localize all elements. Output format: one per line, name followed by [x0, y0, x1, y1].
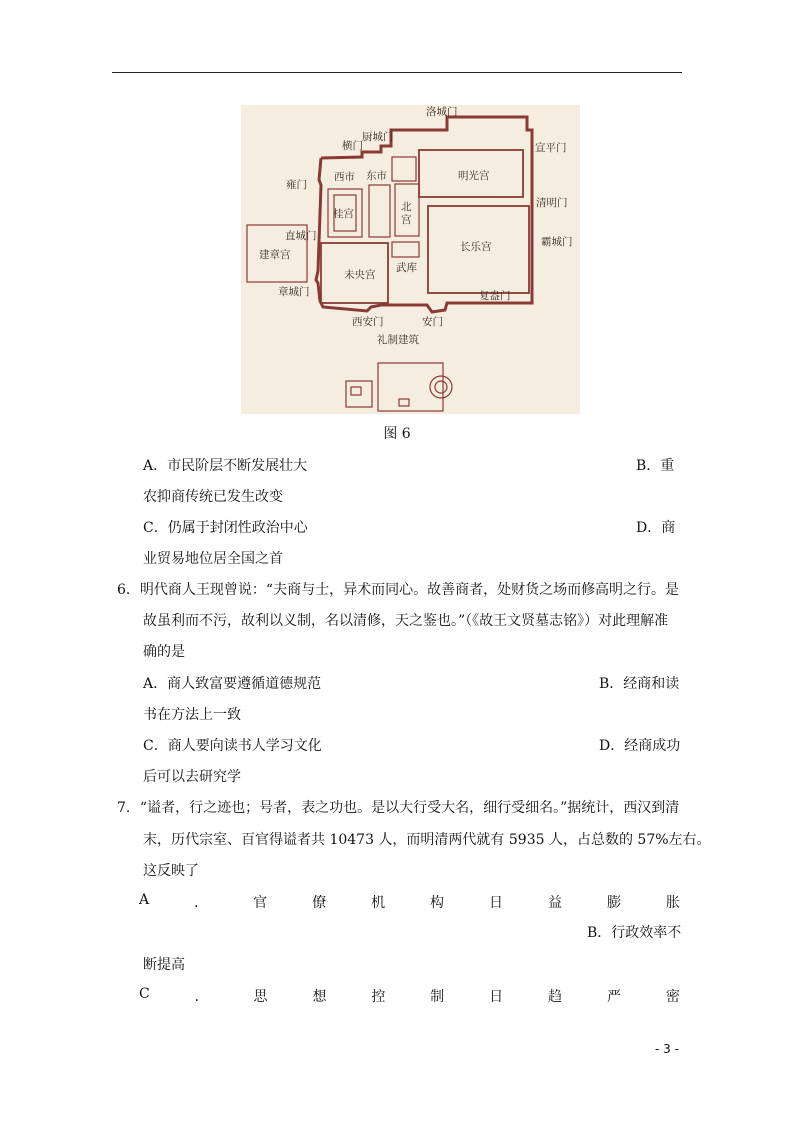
label-changle-palace: 长乐宫 [460, 241, 492, 253]
label-gui-palace: 桂宫 [333, 208, 354, 220]
q6-option-b-head: B．经商和读 [599, 676, 680, 692]
label-ritual-building: 礼制建筑 [377, 334, 419, 346]
q7-option-a [139, 892, 680, 912]
label-weiyang-palace: 未央宫 [344, 269, 376, 281]
q7-option-c-char: 想 [312, 989, 327, 1005]
q7-option-a-char: A [139, 892, 150, 908]
label-jianzhang-palace: 建章宫 [259, 249, 291, 261]
q7-option-c-char: 严 [606, 989, 621, 1005]
changan-map [241, 105, 580, 414]
label-chucheng-gate: 厨城门 [362, 131, 394, 143]
label-luocheng-gate: 洛城门 [426, 106, 458, 118]
q6-option-d-tail: 后可以去研究学 [143, 769, 241, 785]
label-bei-palace-2: 宫 [401, 214, 412, 226]
q5-option-d-head: D．商 [636, 520, 676, 536]
q7-option-c-char: 密 [665, 989, 680, 1005]
q6-option-d-head: D．经商成功 [599, 738, 681, 754]
q7-option-c-char: 趋 [548, 989, 563, 1005]
q7-option-a-char: 僚 [312, 895, 327, 911]
q7-option-a-char: 膨 [607, 895, 621, 911]
q5-option-b-head: B．重 [636, 458, 675, 474]
label-west-market: 西市 [334, 171, 355, 183]
label-bacheng-gate: 霸城门 [541, 236, 573, 248]
q7-stem-line3: 这反映了 [143, 863, 199, 879]
page-number: - 3 - [655, 1042, 679, 1056]
q5-option-d-tail: 业贸易地位居全国之首 [143, 551, 283, 567]
figure-caption: 图 6 [383, 426, 411, 442]
q6-option-a: A．商人致富要遵循道德规范 [143, 676, 322, 692]
label-zhicheng-gate: 直城门 [285, 230, 317, 242]
ritual-building [378, 363, 443, 411]
q7-option-a-char: 日 [489, 895, 504, 911]
q6-stem-line2: 故虽利而不污，故利以义制，名以清修，天之鉴也。”（《故王文贤墓志铭》）对此理解准 [143, 613, 669, 629]
header-rule [112, 72, 682, 73]
q7-option-a-char: 机 [371, 895, 386, 911]
label-yong-gate: 雍门 [286, 179, 307, 191]
label-xian-gate: 西安门 [352, 316, 384, 328]
q7-option-a-char: 益 [548, 895, 563, 911]
q7-option-c [139, 986, 680, 1006]
q7-stem-line1: 7．“谥者，行之迹也；号者，表之功也。是以大行受大名，细行受细名。”据统计，西汉到清 [117, 800, 680, 816]
label-mingguang-palace: 明光宫 [458, 170, 490, 182]
label-fuang-gate: 复盎门 [479, 290, 511, 302]
changan-map-figure [241, 105, 580, 414]
q6-stem-line1: 6．明代商人王现曾说：“夫商与士，异术而同心。故善商者，处财货之场而修高明之行。是 [117, 582, 680, 598]
q7-option-c-char: C [139, 986, 150, 1002]
label-an-gate: 安门 [422, 316, 443, 328]
q7-option-a-char: ． [194, 895, 209, 911]
label-east-market: 东市 [366, 170, 387, 182]
label-xuanping-gate: 宣平门 [535, 142, 567, 154]
q7-option-c-char: 日 [489, 989, 504, 1005]
q7-option-c-char: 制 [430, 989, 445, 1005]
q7-option-c-char: 控 [371, 989, 386, 1005]
q6-stem-line3: 确的是 [143, 644, 185, 660]
q7-option-b-tail: 断提高 [143, 957, 185, 973]
label-qingming-gate: 清明门 [536, 197, 568, 209]
label-armory: 武库 [396, 262, 417, 274]
q7-option-a-char: 构 [430, 895, 445, 911]
label-bei-palace-1: 北 [401, 201, 412, 213]
q7-option-c-char: ． [194, 989, 209, 1005]
q5-option-b-tail: 农抑商传统已发生改变 [143, 489, 283, 505]
label-zhangcheng-gate: 章城门 [278, 286, 310, 298]
q7-option-a-char: 胀 [665, 895, 680, 911]
q7-option-a-char: 官 [253, 895, 268, 911]
q6-option-b-tail: 书在方法上一致 [143, 707, 241, 723]
q5-option-c: C．仍属于封闭性政治中心 [143, 520, 308, 536]
label-heng-gate: 横门 [342, 140, 363, 152]
q6-option-c: C．商人要向读书人学习文化 [143, 738, 322, 754]
q7-option-b: B．行政效率不 [587, 925, 682, 941]
q5-option-a: A．市民阶层不断发展壮大 [143, 458, 308, 474]
q7-option-c-char: 思 [253, 989, 268, 1005]
q7-stem-line2: 末，历代宗室、百官得谥者共 10473 人，而明清两代就有 5935 人，占总数的 57%左右。 [143, 832, 711, 848]
